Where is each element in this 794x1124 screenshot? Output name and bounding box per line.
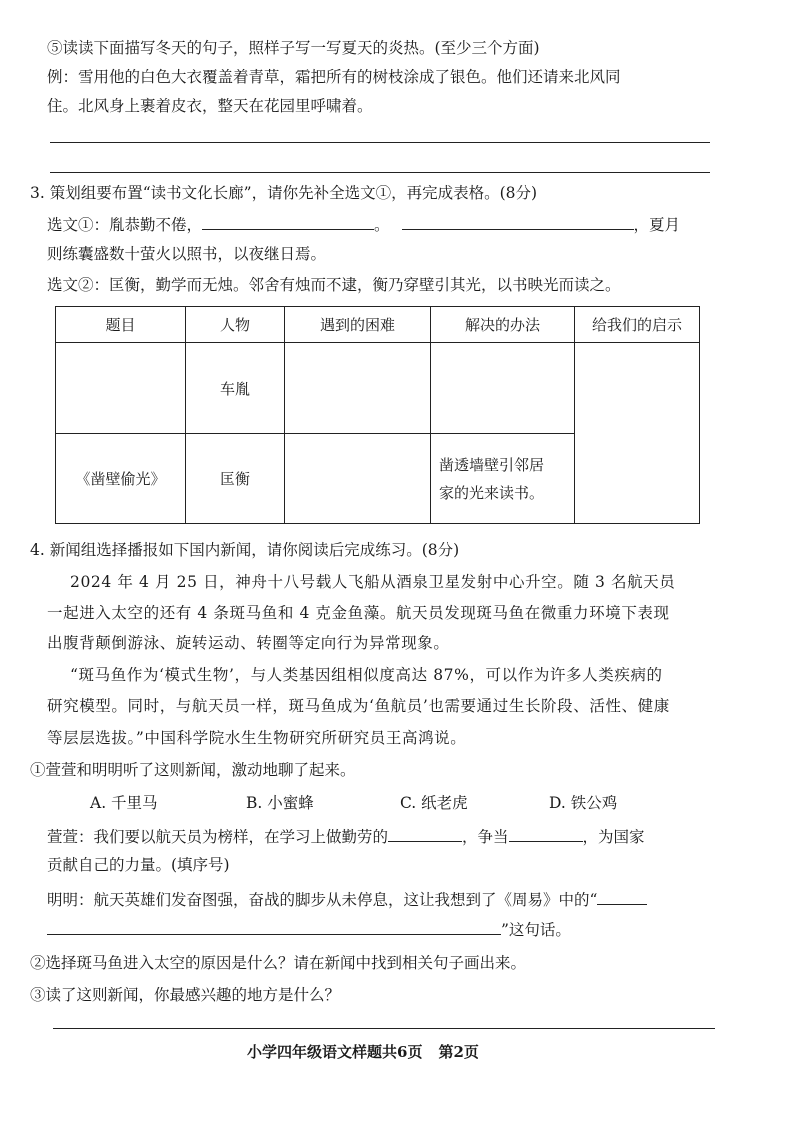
cell-person: 匡衡 [186,434,285,524]
news-p2-line3: 等层层选拔。”中国科学院水生生物研究所研究员王高鸿说。 [47,729,467,747]
cell-solution [431,434,575,524]
q3-text2: 选文②：匡衡，勤学而无烛。邻舍有烛而不逮，衡乃穿壁引其光，以书映光而读之。 [47,276,621,294]
fill-blank-1[interactable] [202,214,374,230]
option-c: C. 纸老虎 [400,794,468,812]
xuanxuan-b: ，争当 [462,828,509,846]
q3-text1-line2: 则练囊盛数十萤火以照书，以夜继日焉。 [47,245,327,263]
q4-sub3: ③读了这则新闻，你最感兴趣的地方是什么？ [30,986,341,1004]
mingming-b: ”这句话。 [501,921,571,939]
fill-blank-3[interactable] [388,826,462,842]
mingming-line2 [47,919,571,940]
solution-line1: 凿透墙壁引邻居 [439,455,545,474]
header-person: 人物 [186,307,285,343]
table-header-row [56,307,700,343]
header-solution: 解决的办法 [431,307,575,343]
header-difficulty: 遇到的困难 [285,307,431,343]
news-p1-line3: 出腹背颠倒游泳、旋转运动、转圈等定向行为异常现象。 [47,634,450,652]
q5-example-line2: 住。北风身上裹着皮衣，整天在花园里呼啸着。 [47,97,373,115]
q3-title: 3. 策划组要布置“读书文化长廊”，请你先补全选文①，再完成表格。(8分) [30,184,538,202]
news-p1-line1: 2024 年 4 月 25 日，神舟十八号载人飞船从酒泉卫星发射中心升空。随 3 名航天员 [70,573,676,591]
solution-line2: 家的光来读书。 [439,483,545,502]
xuanxuan-a: 萱萱：我们要以航天员为榜样，在学习上做勤劳的 [47,828,389,846]
fill-blank-4[interactable] [509,826,583,842]
news-p1-line2: 一起进入太空的还有 4 条斑马鱼和 4 克金鱼藻。航天员发现斑马鱼在微重力环境下表现 [47,604,670,622]
q4-sub1: ①萱萱和明明听了这则新闻，激动地聊了起来。 [30,761,356,779]
fill-blank-5[interactable] [597,889,647,905]
option-d: D. 铁公鸡 [549,794,618,812]
option-b: B. 小蜜蜂 [246,794,314,812]
q3-text1-c: ，夏月 [633,216,681,234]
mingming-line1 [47,889,647,910]
cell-title-empty[interactable] [56,343,186,434]
mingming-a: 明明：航天英雄们发奋图强，奋战的脚步从未停息，这让我想到了《周易》中的“ [47,891,598,909]
footer-page: 第2页 [438,1043,479,1061]
cell-difficulty-empty[interactable] [285,434,431,524]
answer-line-1[interactable] [50,142,710,143]
answer-line-2[interactable] [50,172,710,173]
cell-solution-empty[interactable] [431,343,575,434]
q4-sub2: ②选择斑马鱼进入太空的原因是什么？请在新闻中找到相关句子画出来。 [30,954,527,972]
q5-example-line1: 例：雪用他的白色大衣覆盖着青草，霜把所有的树枝涂成了银色。他们还请来北风同 [47,68,621,86]
xuanxuan-line1 [47,826,645,847]
footer [247,1042,479,1062]
header-insight: 给我们的启示 [575,307,700,343]
q4-title: 4. 新闻组选择播报如下国内新闻，请你阅读后完成练习。(8分) [30,541,460,559]
q5-prompt: ⑤读读下面描写冬天的句子，照样子写一写夏天的炎热。(至少三个方面) [47,39,540,57]
q3-text1-line1 [47,214,680,235]
answer-line-3[interactable] [53,1028,715,1029]
xuanxuan-line2: 贡献自己的力量。(填序号) [47,856,230,874]
table-row [56,343,700,434]
footer-text: 小学四年级语文样题共6页 [247,1043,423,1061]
cell-insight-empty[interactable] [575,343,700,524]
xuanxuan-c: ，为国家 [582,828,645,846]
cell-title: 《凿壁偷光》 [56,434,186,524]
q3-text1-b: 。 [374,216,390,234]
cell-person: 车胤 [186,343,285,434]
q3-text1-a: 选文①：胤恭勤不倦， [47,216,203,234]
option-a: A. 千里马 [90,794,158,812]
header-title: 题目 [56,307,186,343]
fill-blank-6[interactable] [47,919,501,935]
cell-difficulty-empty[interactable] [285,343,431,434]
news-p2-line1: “斑马鱼作为‘模式生物’，与人类基因组相似度高达 87%，可以作为许多人类疾病的 [70,666,663,684]
fill-blank-2[interactable] [402,214,634,230]
news-p2-line2: 研究模型。同时，与航天员一样，斑马鱼成为‘鱼航员’也需要通过生长阶段、活性、健康 [47,697,670,715]
reading-table [55,306,700,524]
